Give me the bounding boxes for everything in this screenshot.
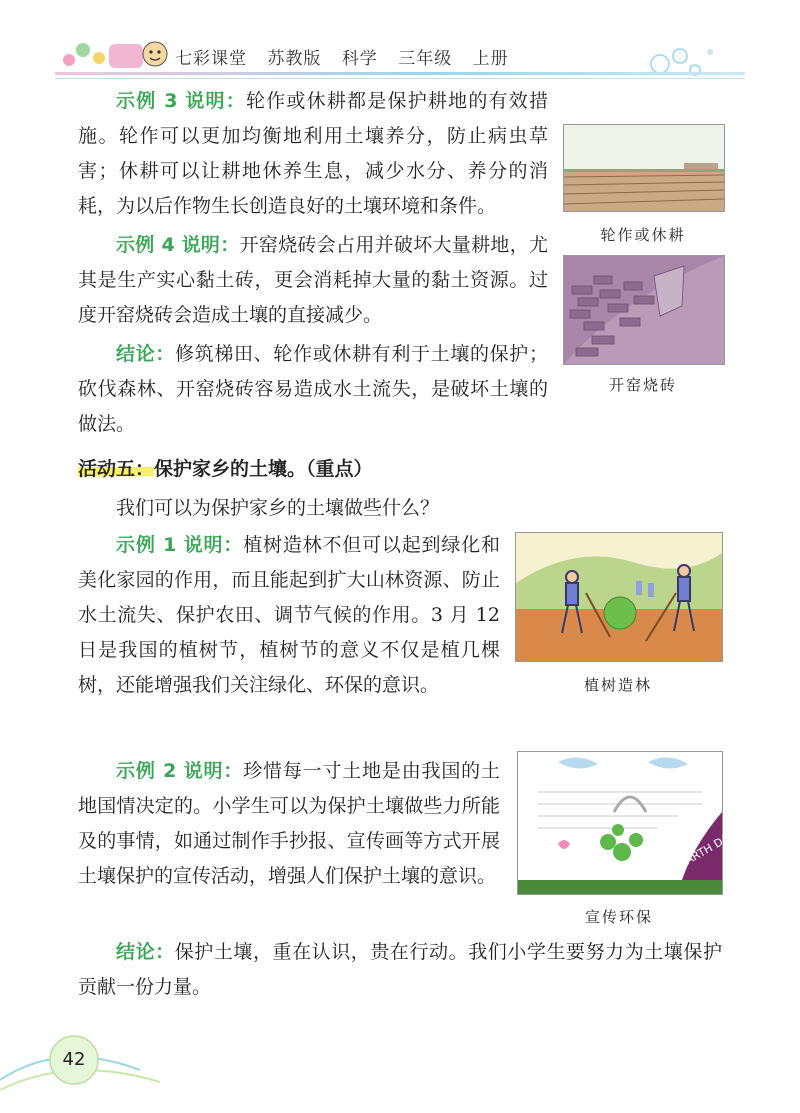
poster-sign-text: EARTH DAY [677,828,737,871]
conclusion2-label: 结论： [116,941,175,963]
example4-label: 示例 4 说明： [116,234,240,256]
example1-text: 植树造林不但可以起到绿化和美化家园的作用，而且能起到扩大山林资源、防止水土流失、保护农田、调节气候的作用。3 月 12 日是我国的植树节，植树节的意义不仅是植几棵树，还能增强我们关注绿化、环保的意识。 [78,534,500,696]
example1-paragraph [78,528,500,703]
example1-label: 示例 1 说明： [116,534,244,556]
example2-label: 示例 2 说明： [116,760,244,782]
example3-text: 轮作或休耕都是保护耕地的有效措施。轮作可以更加均衡地利用土壤养分，防止病虫草害；休耕可以让耕地休养生息，减少水分、养分的消耗，为以后作物生长创造良好的土壤环境和条件。 [78,90,548,217]
activity5-heading [78,452,373,487]
page-number: 42 [62,1049,86,1070]
decorative-bubbles-icon [640,34,800,84]
example2-paragraph [78,754,500,894]
example3-paragraph [78,84,548,224]
figure-fallow-field [563,124,725,212]
conclusion2-text: 保护土壤，重在认识，贵在行动。我们小学生要努力为土壤保护贡献一份力量。 [78,941,722,998]
header-rule [55,72,745,75]
caption-planting: 植树造林 [583,676,652,694]
example2-text: 珍惜每一寸土地是由我国的土地国情决定的。小学生可以为保护土壤做些力所能及的事情，如通过制作手抄报、宣传画等方式开展土壤保护的宣传活动，增强人们保护土壤的意识。 [78,760,500,887]
conclusion1-text: 修筑梯田、轮作或休耕有利于土壤的保护；砍伐森林、开窑烧砖容易造成水土流失，是破坏土壤的做法。 [78,343,548,435]
example3-label: 示例 3 说明： [116,90,246,112]
header-grade: 三年级 [398,49,453,69]
header-rule-thin [55,78,745,79]
series-logo-icon [55,30,175,74]
caption-poster: 宣传环保 [584,908,653,926]
page-header [0,0,800,90]
header-volume: 上册 [472,49,509,69]
figure-kiln-bricks [563,255,725,365]
header-subject: 科学 [341,49,378,69]
caption-kiln: 开窑烧砖 [608,376,677,394]
header-series: 七彩课堂 [175,49,247,69]
conclusion2-paragraph [78,935,722,1005]
example4-text: 开窑烧砖会占用并破坏大量耕地，尤其是生产实心黏土砖，更会消耗掉大量的黏土资源。过度开窑烧砖会造成土壤的直接减少。 [78,234,548,326]
figure-tree-planting [515,532,723,662]
header-edition: 苏教版 [267,49,322,69]
activity5-title: 活动五： [78,458,155,480]
example4-paragraph [78,228,548,333]
activity5-text: 保护家乡的土壤。（重点） [154,458,373,480]
figure-poster [517,751,737,895]
header-title [175,44,523,69]
conclusion1-paragraph [78,337,548,442]
caption-fallow: 轮作或休耕 [600,226,686,244]
question-paragraph: 我们可以为保护家乡的土壤做些什么？ [116,497,440,519]
conclusion1-label: 结论： [116,343,175,365]
footer-decoration-icon [0,1010,800,1113]
